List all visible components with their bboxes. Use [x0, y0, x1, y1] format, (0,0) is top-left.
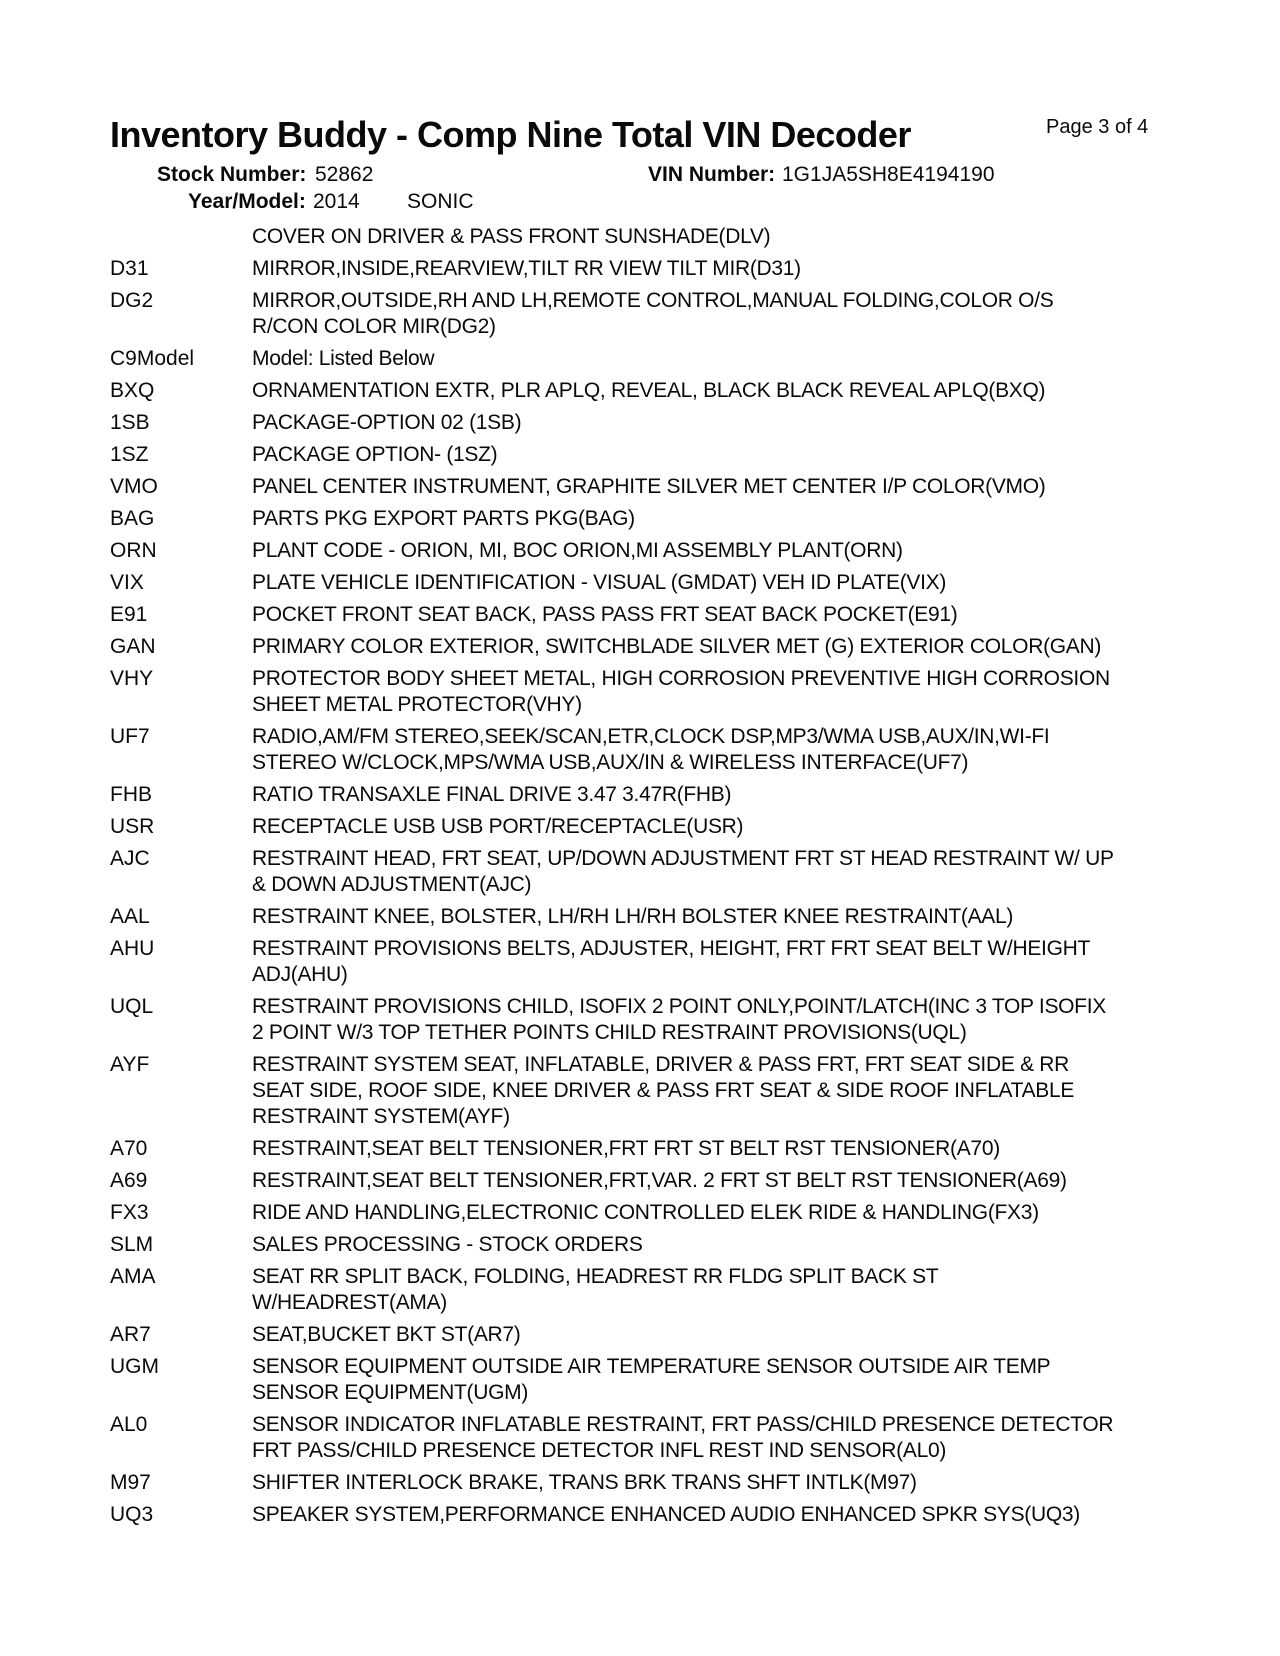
- vin-number-label: VIN Number:: [648, 163, 776, 186]
- option-code-list: [110, 224, 1115, 1534]
- vehicle-meta-row-2: [0, 189, 1280, 215]
- option-description: PRIMARY COLOR EXTERIOR, SWITCHBLADE SILVER MET (G) EXTERIOR COLOR(GAN): [252, 635, 1102, 658]
- option-description: SEAT RR SPLIT BACK, FOLDING, HEADREST RR FLDG SPLIT BACK ST W/HEADREST(AMA): [252, 1265, 938, 1314]
- page-number: Page 3 of 4: [1046, 116, 1149, 138]
- option-description: PACKAGE OPTION- (1SZ): [252, 443, 498, 466]
- option-code: 1SZ: [110, 443, 149, 466]
- option-code: USR: [110, 815, 155, 838]
- option-row: [110, 1052, 1115, 1130]
- option-code: AL0: [110, 1413, 148, 1436]
- option-row: [110, 570, 1115, 596]
- option-code: A69: [110, 1169, 148, 1192]
- option-description: RATIO TRANSAXLE FINAL DRIVE 3.47 3.47R(FHB): [252, 783, 732, 806]
- option-description: RESTRAINT PROVISIONS CHILD, ISOFIX 2 POINT ONLY,POINT/LATCH(INC 3 TOP ISOFIX 2 POINT W/3 TOP TETHER POINTS CHILD RESTRAINT PROVISIONS(UQL): [252, 995, 1106, 1044]
- option-description: PROTECTOR BODY SHEET METAL, HIGH CORROSION PREVENTIVE HIGH CORROSION SHEET METAL PROTECTOR(VHY): [252, 667, 1110, 716]
- option-description: RESTRAINT SYSTEM SEAT, INFLATABLE, DRIVER & PASS FRT, FRT SEAT SIDE & RR SEAT SIDE, ROOF SIDE, KNEE DRIVER & PASS FRT SEAT & SIDE ROOF INFLATABLE RESTRAINT SYSTEM(AYF): [252, 1053, 1075, 1128]
- option-code: E91: [110, 603, 148, 626]
- option-code: M97: [110, 1471, 151, 1494]
- option-row: [110, 936, 1115, 988]
- option-row: [110, 1354, 1115, 1406]
- option-code: FHB: [110, 783, 152, 806]
- option-code: VMO: [110, 475, 158, 498]
- option-row: [110, 666, 1115, 718]
- option-code: BAG: [110, 507, 155, 530]
- option-code: AR7: [110, 1323, 151, 1346]
- option-description: SHIFTER INTERLOCK BRAKE, TRANS BRK TRANS SHFT INTLK(M97): [252, 1471, 917, 1494]
- option-code: AJC: [110, 847, 150, 870]
- option-description: RESTRAINT PROVISIONS BELTS, ADJUSTER, HEIGHT, FRT FRT SEAT BELT W/HEIGHT ADJ(AHU): [252, 937, 1090, 986]
- option-description: Model: Listed Below: [252, 347, 435, 370]
- option-row: [110, 1470, 1115, 1496]
- option-description: MIRROR,INSIDE,REARVIEW,TILT RR VIEW TILT MIR(D31): [252, 257, 801, 280]
- option-row: [110, 378, 1115, 404]
- option-row: [110, 814, 1115, 840]
- stock-number-label: Stock Number:: [157, 163, 307, 186]
- option-description: RADIO,AM/FM STEREO,SEEK/SCAN,ETR,CLOCK DSP,MP3/WMA USB,AUX/IN,WI-FI STEREO W/CLOCK,MPS/WMA USB,AUX/IN & WIRELESS INTERFACE(UF7): [252, 725, 1050, 774]
- option-code: VIX: [110, 571, 144, 594]
- stock-number-value: 52862: [315, 163, 374, 186]
- option-code: AYF: [110, 1053, 150, 1076]
- option-row: [110, 442, 1115, 468]
- option-code: VHY: [110, 667, 154, 690]
- option-row: [110, 506, 1115, 532]
- option-code: ORN: [110, 539, 157, 562]
- option-code: AHU: [110, 937, 155, 960]
- option-description: RESTRAINT KNEE, BOLSTER, LH/RH LH/RH BOLSTER KNEE RESTRAINT(AAL): [252, 905, 1014, 928]
- option-row: [110, 846, 1115, 898]
- option-row: [110, 602, 1115, 628]
- option-code: FX3: [110, 1201, 149, 1224]
- option-row: [110, 410, 1115, 436]
- model-value: SONIC: [407, 190, 474, 213]
- option-row: [110, 1232, 1115, 1258]
- year-value: 2014: [313, 190, 360, 213]
- option-row: [110, 1502, 1115, 1528]
- option-row: [110, 1168, 1115, 1194]
- option-code: C9Model: [110, 347, 195, 370]
- option-description: PACKAGE-OPTION 02 (1SB): [252, 411, 522, 434]
- option-row: [110, 634, 1115, 660]
- option-description: RESTRAINT,SEAT BELT TENSIONER,FRT FRT ST BELT RST TENSIONER(A70): [252, 1137, 1000, 1160]
- option-row: [110, 994, 1115, 1046]
- option-code: SLM: [110, 1233, 154, 1256]
- option-row: [110, 346, 1115, 372]
- option-description: RECEPTACLE USB USB PORT/RECEPTACLE(USR): [252, 815, 744, 838]
- option-code: AMA: [110, 1265, 156, 1288]
- option-description: SEAT,BUCKET BKT ST(AR7): [252, 1323, 521, 1346]
- option-description: SENSOR EQUIPMENT OUTSIDE AIR TEMPERATURE SENSOR OUTSIDE AIR TEMP SENSOR EQUIPMENT(UGM): [252, 1355, 1051, 1404]
- option-description: PLANT CODE - ORION, MI, BOC ORION,MI ASSEMBLY PLANT(ORN): [252, 539, 903, 562]
- page-title: Inventory Buddy - Comp Nine Total VIN Decoder: [110, 114, 911, 155]
- option-description: PARTS PKG EXPORT PARTS PKG(BAG): [252, 507, 635, 530]
- option-code: D31: [110, 257, 149, 280]
- option-description: MIRROR,OUTSIDE,RH AND LH,REMOTE CONTROL,MANUAL FOLDING,COLOR O/S R/CON COLOR MIR(DG2): [252, 289, 1054, 338]
- option-description: SALES PROCESSING - STOCK ORDERS: [252, 1233, 643, 1256]
- year-model-label: Year/Model:: [188, 190, 306, 213]
- option-code: A70: [110, 1137, 148, 1160]
- option-description: POCKET FRONT SEAT BACK, PASS PASS FRT SEAT BACK POCKET(E91): [252, 603, 958, 626]
- option-row: [110, 474, 1115, 500]
- option-row: [110, 782, 1115, 808]
- vin-number-value: 1G1JA5SH8E4194190: [782, 163, 995, 186]
- option-row: [110, 904, 1115, 930]
- option-code: DG2: [110, 289, 154, 312]
- option-code: AAL: [110, 905, 150, 928]
- option-description: ORNAMENTATION EXTR, PLR APLQ, REVEAL, BLACK BLACK REVEAL APLQ(BXQ): [252, 379, 1046, 402]
- option-code: 1SB: [110, 411, 150, 434]
- option-description: RIDE AND HANDLING,ELECTRONIC CONTROLLED ELEK RIDE & HANDLING(FX3): [252, 1201, 1039, 1224]
- option-description: PLATE VEHICLE IDENTIFICATION - VISUAL (GMDAT) VEH ID PLATE(VIX): [252, 571, 947, 594]
- option-description: PANEL CENTER INSTRUMENT, GRAPHITE SILVER MET CENTER I/P COLOR(VMO): [252, 475, 1046, 498]
- option-row: [110, 724, 1115, 776]
- option-row: [110, 288, 1115, 340]
- option-row: [110, 1136, 1115, 1162]
- vehicle-meta-row-1: [0, 162, 1280, 188]
- option-row: [110, 1412, 1115, 1464]
- option-code: UQ3: [110, 1503, 154, 1526]
- option-description: SPEAKER SYSTEM,PERFORMANCE ENHANCED AUDIO ENHANCED SPKR SYS(UQ3): [252, 1503, 1080, 1526]
- option-code: GAN: [110, 635, 156, 658]
- option-code: UQL: [110, 995, 154, 1018]
- option-code: UF7: [110, 725, 150, 748]
- option-code: BXQ: [110, 379, 155, 402]
- option-description: SENSOR INDICATOR INFLATABLE RESTRAINT, FRT PASS/CHILD PRESENCE DETECTOR FRT PASS/CHILD PRESENCE DETECTOR INFL REST IND SENSOR(AL0): [252, 1413, 1114, 1462]
- option-row: [110, 224, 1115, 250]
- option-code: [110, 224, 252, 250]
- option-code: UGM: [110, 1355, 159, 1378]
- option-description: RESTRAINT HEAD, FRT SEAT, UP/DOWN ADJUSTMENT FRT ST HEAD RESTRAINT W/ UP & DOWN ADJUSTMENT(AJC): [252, 847, 1114, 896]
- option-description: COVER ON DRIVER & PASS FRONT SUNSHADE(DLV): [252, 225, 771, 248]
- option-description: RESTRAINT,SEAT BELT TENSIONER,FRT,VAR. 2 FRT ST BELT RST TENSIONER(A69): [252, 1169, 1067, 1192]
- option-row: [110, 1322, 1115, 1348]
- option-row: [110, 1264, 1115, 1316]
- option-row: [110, 1200, 1115, 1226]
- option-row: [110, 256, 1115, 282]
- option-row: [110, 538, 1115, 564]
